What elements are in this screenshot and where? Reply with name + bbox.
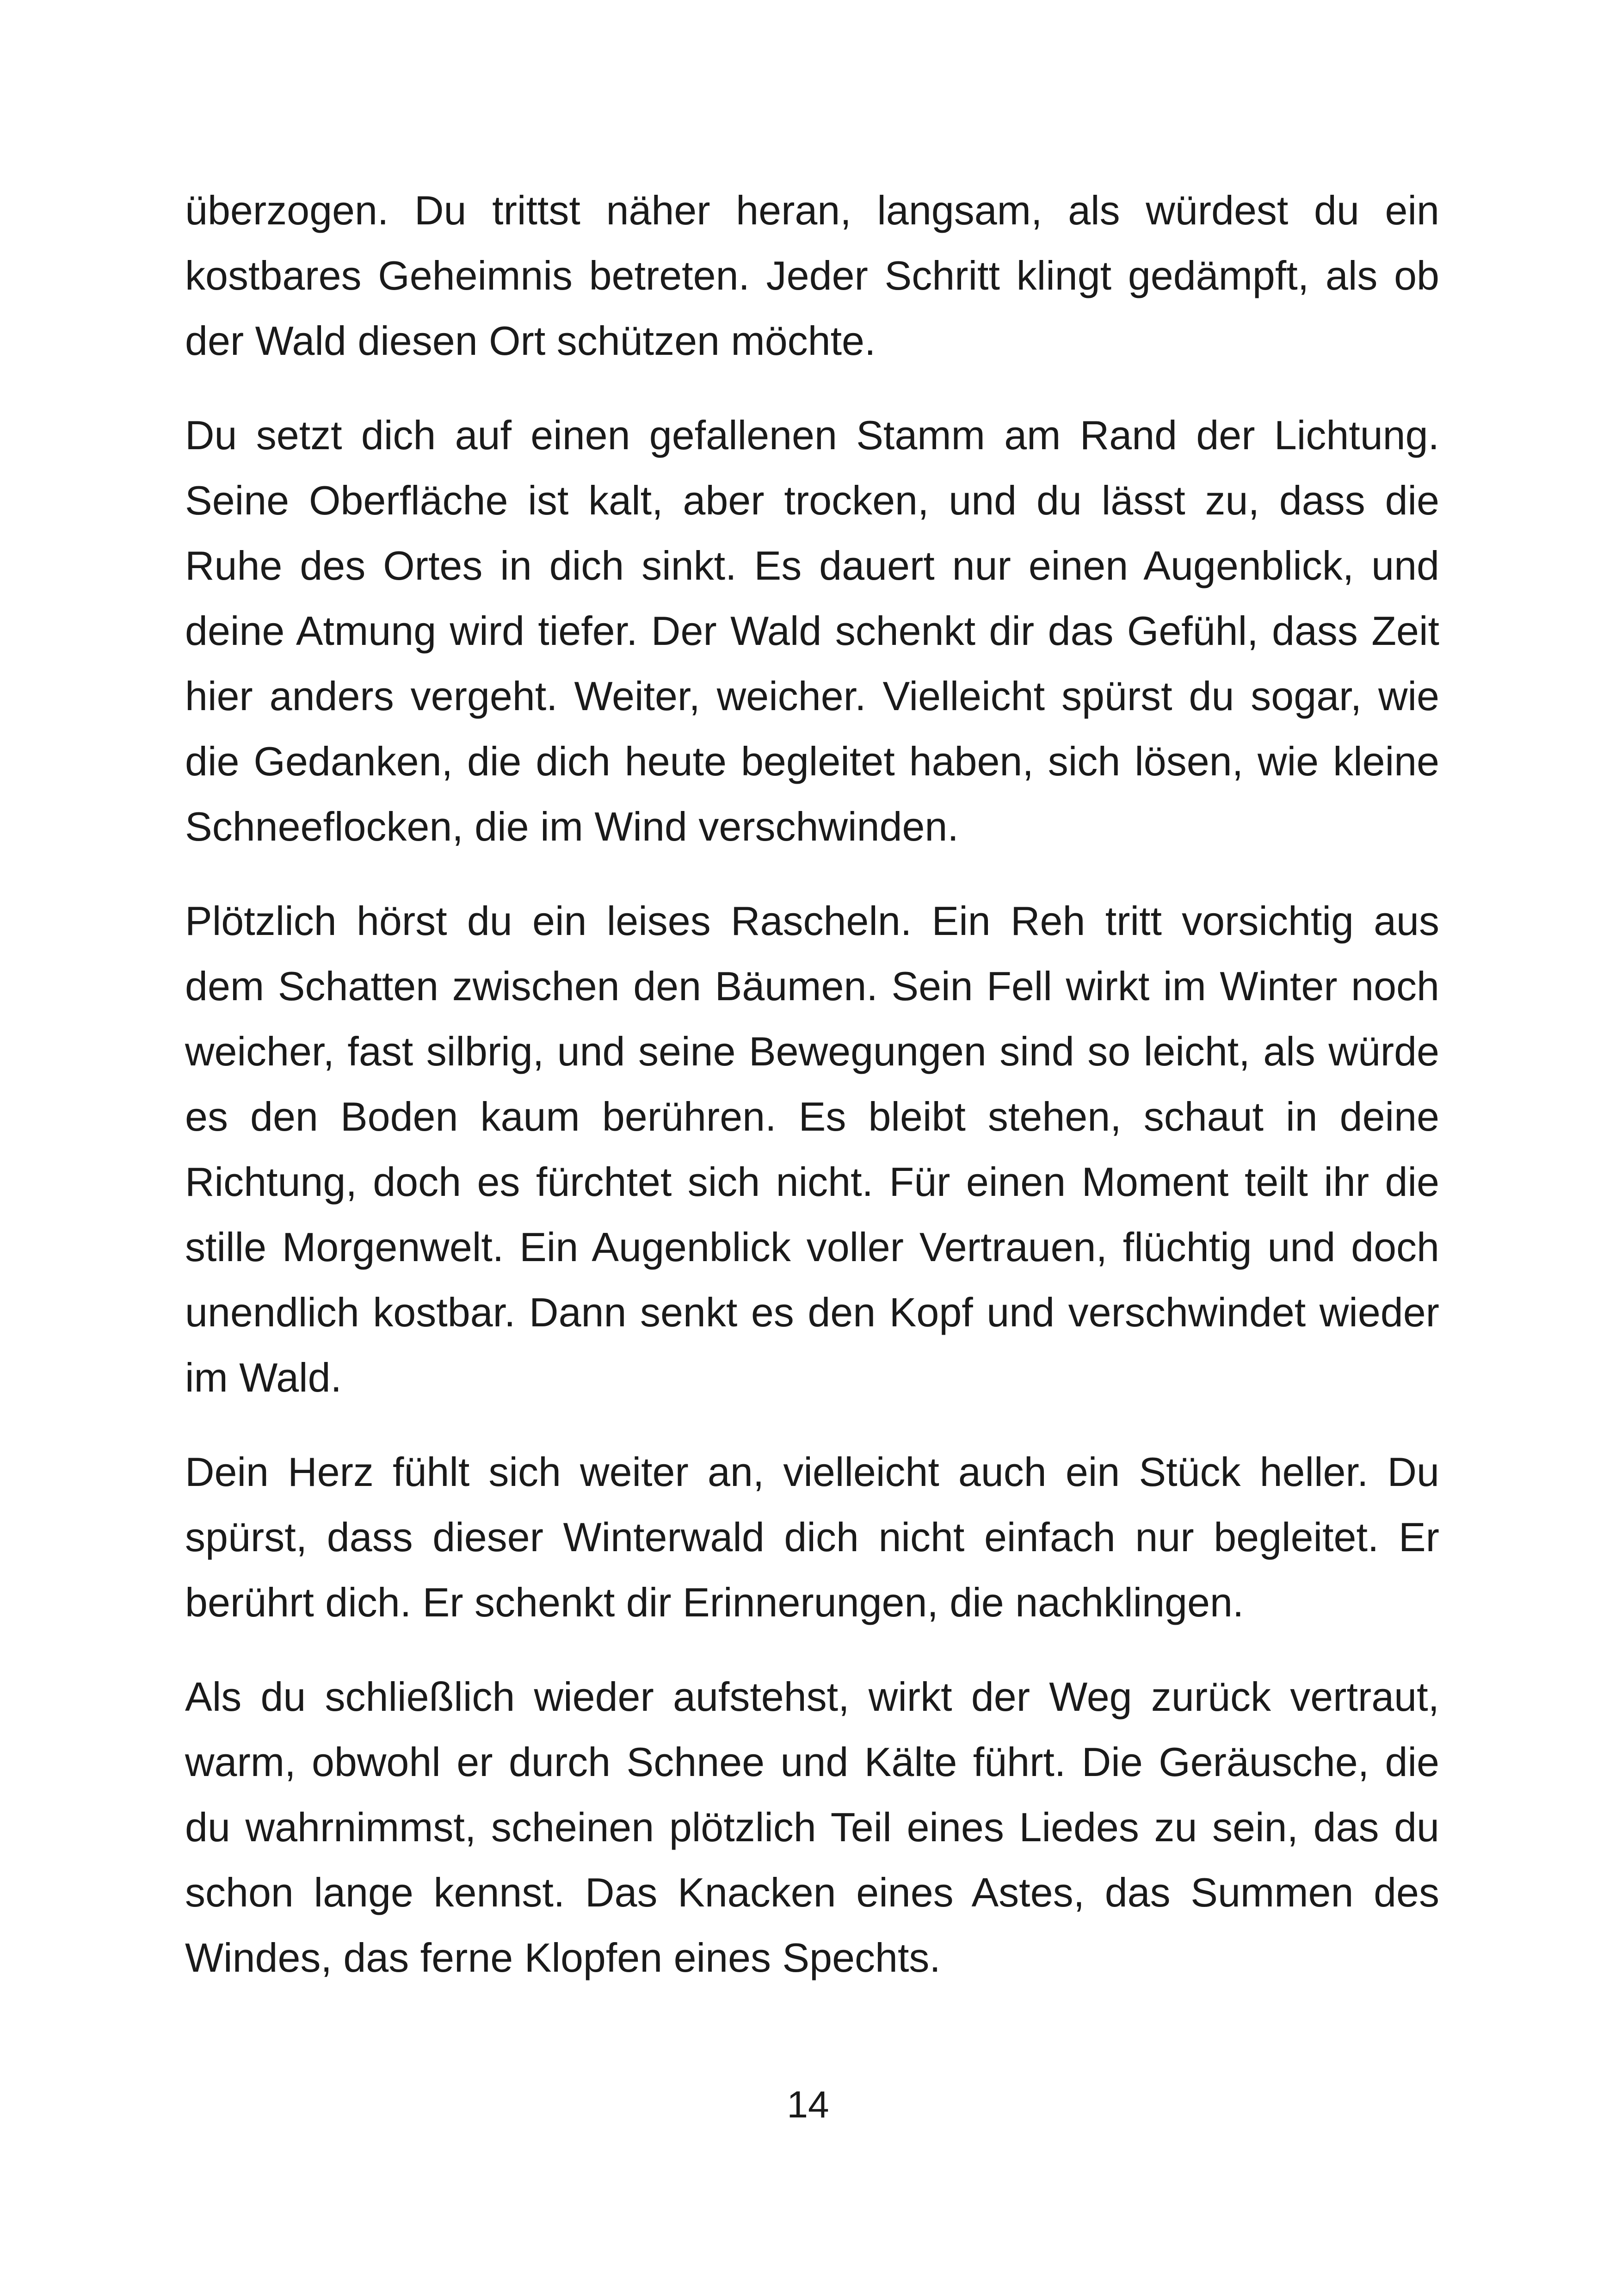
page-number: 14 — [787, 2084, 829, 2126]
paragraph-3: Plötzlich hörst du ein leises Rascheln. Ein Reh tritt vorsichtig aus dem Schatten zwischen den Bäumen. Sein Fell wirkt im Winter noch weicher, fast silbrig, und seine Bewegungen sind so leicht, als würde es den Boden kaum berühren. Es bleibt stehen, schaut in deine Richtung, doch es fürchtet sich nicht. Für einen Moment teilt ihr die stille Morgenwelt. Ein Augenblick voller Vertrauen, flüchtig und doch unendlich kostbar. Dann senkt es den Kopf und verschwindet wieder im Wald. — [185, 898, 1439, 1400]
body-text — [185, 178, 1439, 2019]
paragraph-1: überzogen. Du trittst näher heran, langsam, als würdest du ein kostbares Geheimnis betreten. Jeder Schritt klingt gedämpft, als ob der Wald diesen Ort schützen möchte. — [185, 187, 1439, 364]
paragraph-5: Als du schließlich wieder aufstehst, wirkt der Weg zurück vertraut, warm, obwohl er durch Schnee und Kälte führt. Die Geräusche, die du wahrnimmst, scheinen plötzlich Teil eines Liedes zu sein, das du schon lange kennst. Das Knacken eines Astes, das Summen des Windes, das ferne Klopfen eines Spechts. — [185, 1674, 1439, 1980]
paragraph-4: Dein Herz fühlt sich weiter an, vielleicht auch ein Stück heller. Du spürst, dass dieser Winterwald dich nicht einfach nur begleitet. Er berührt dich. Er schenkt dir Erinnerungen, die nachklingen. — [185, 1449, 1439, 1625]
paragraph-2: Du setzt dich auf einen gefallenen Stamm am Rand der Lichtung. Seine Oberfläche ist kalt, aber trocken, und du lässt zu, dass die Ruhe des Ortes in dich sinkt. Es dauert nur einen Augenblick, und deine Atmung wird tiefer. Der Wald schenkt dir das Gefühl, dass Zeit hier anders vergeht. Weiter, weicher. Vielleicht spürst du sogar, wie die Gedanken, die dich heute begleitet haben, sich lösen, wie kleine Schneeflocken, die im Wind verschwinden. — [185, 412, 1439, 849]
